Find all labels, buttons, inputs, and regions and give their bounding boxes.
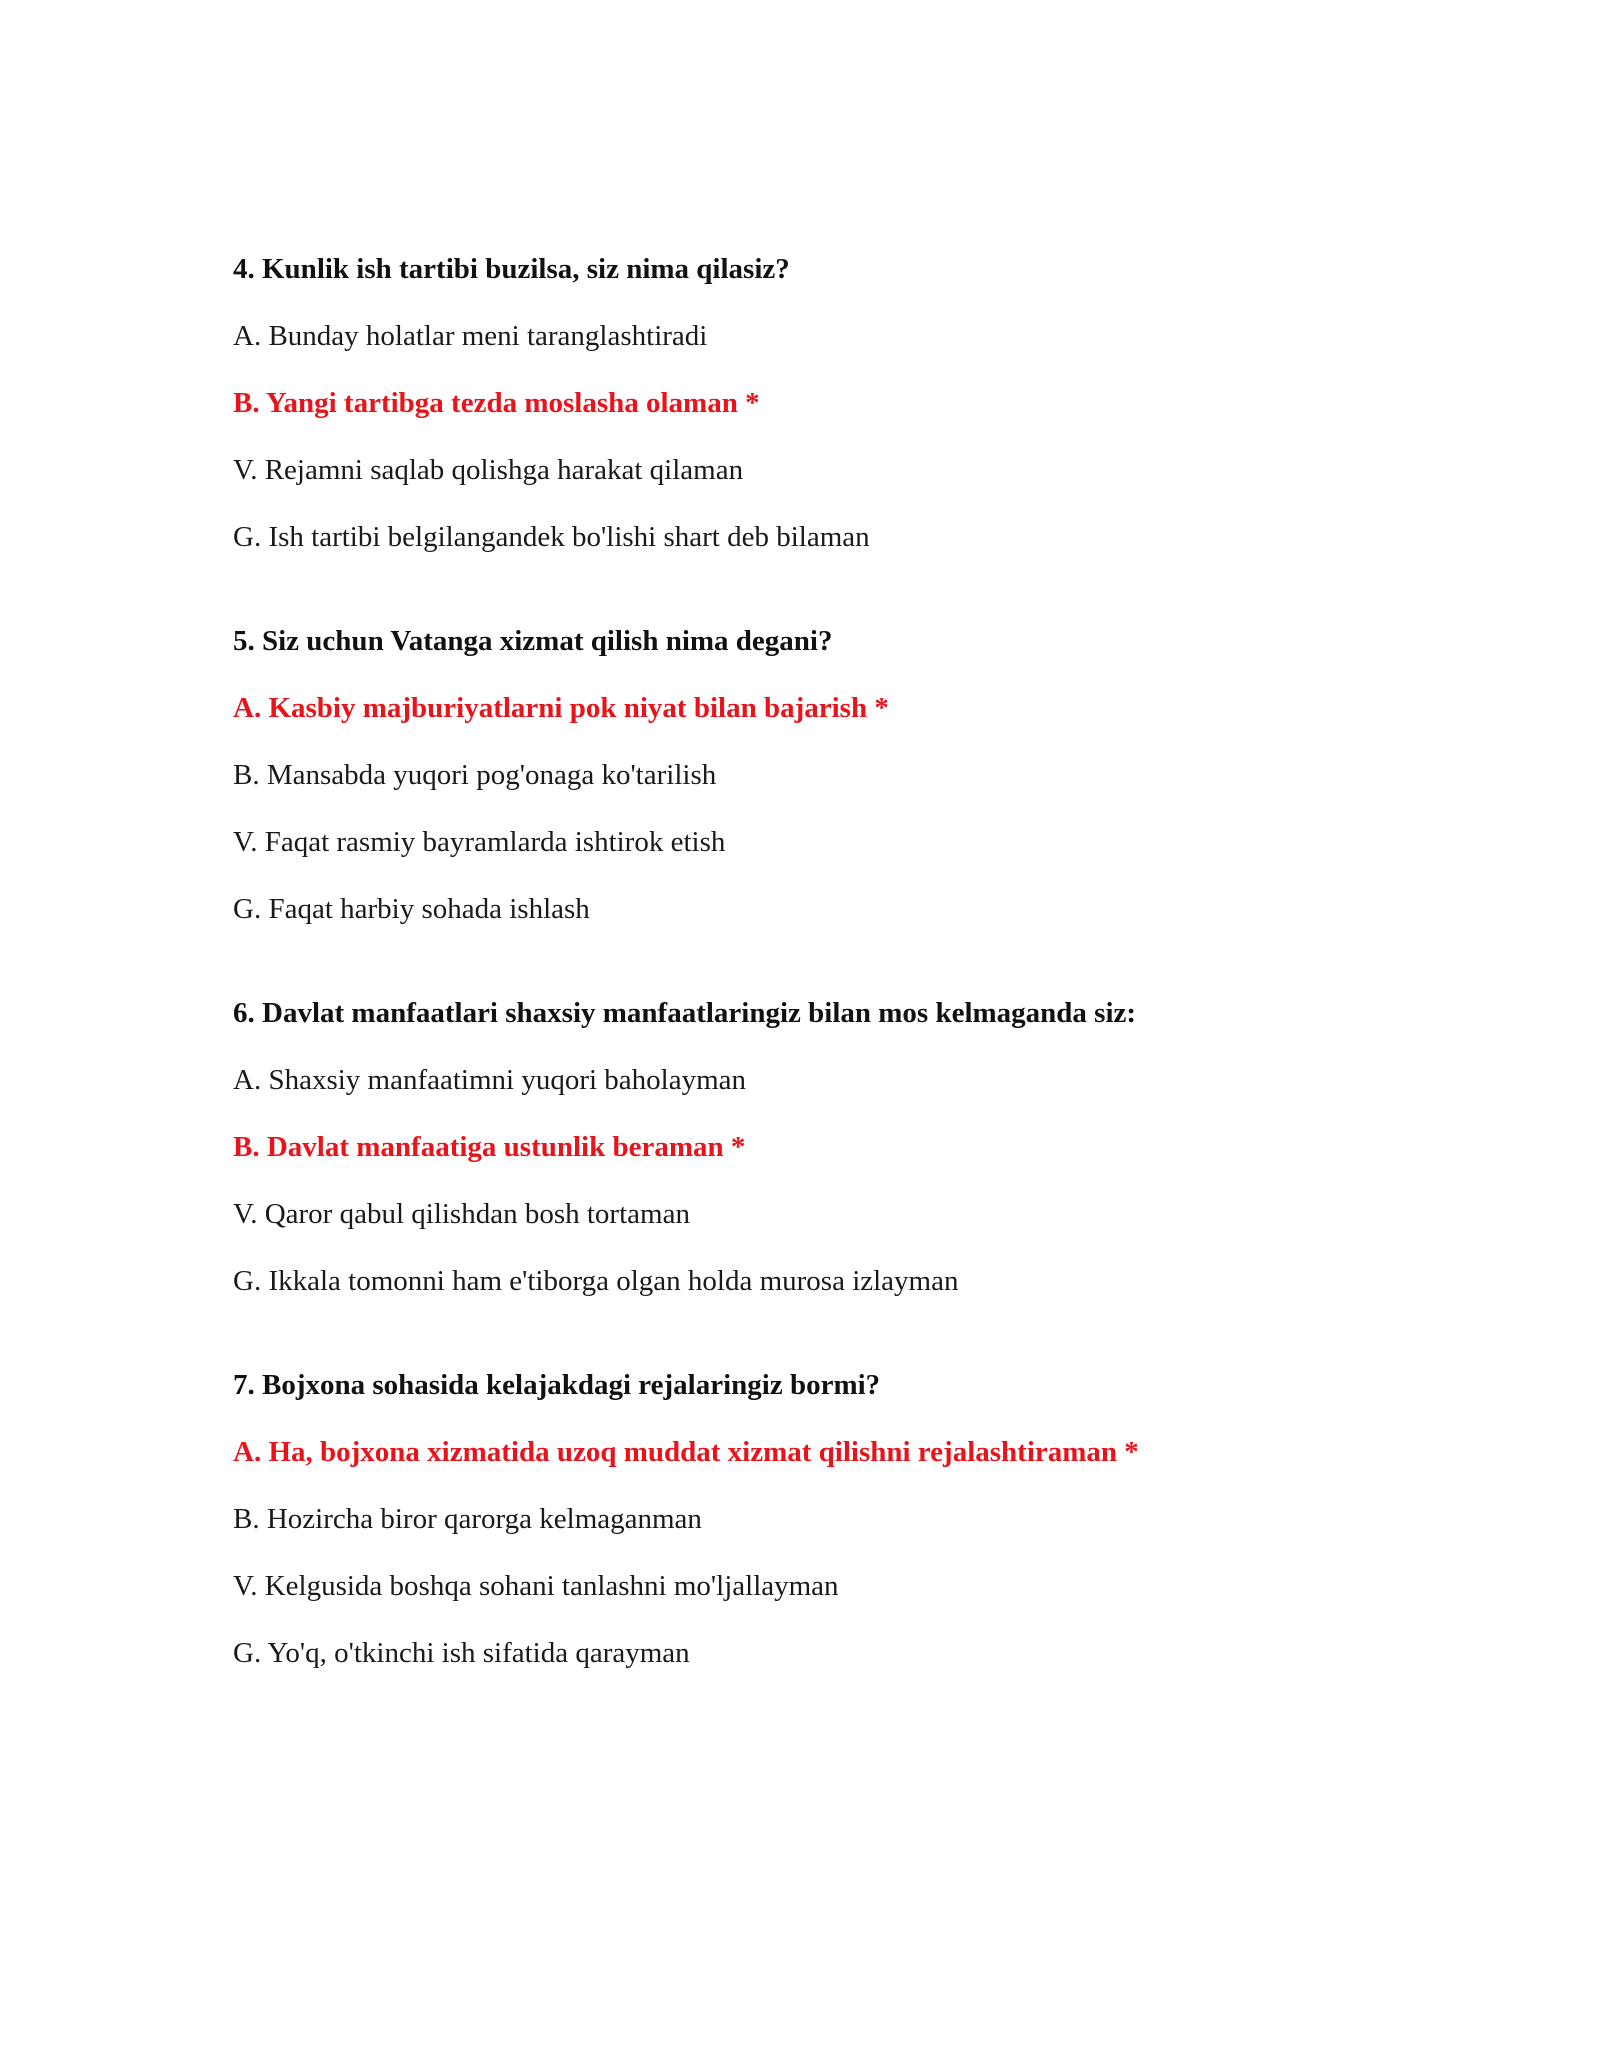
answer-option: G. Yo'q, o'tkinchi ish sifatida qarayman: [233, 1637, 690, 1669]
answer-option: A. Shaxsiy manfaatimni yuqori baholayman: [233, 1064, 747, 1096]
answer-option: V. Rejamni saqlab qolishga harakat qilaman: [233, 454, 744, 486]
answer-option: G. Ish tartibi belgilangandek bo'lishi shart deb bilaman: [233, 521, 870, 553]
question-title: 5. Siz uchun Vatanga xizmat qilish nima degani?: [233, 625, 833, 657]
question-title: 4. Kunlik ish tartibi buzilsa, siz nima qilasiz?: [233, 253, 790, 285]
question-block-6: [233, 994, 1433, 1300]
answer-option-correct: A. Ha, bojxona xizmatida uzoq muddat xizmat qilishni rejalashtiraman *: [233, 1436, 1139, 1468]
question-block-5: [233, 622, 1433, 928]
answer-option-correct: A. Kasbiy majburiyatlarni pok niyat bilan bajarish *: [233, 692, 889, 724]
answer-option: G. Faqat harbiy sohada ishlash: [233, 893, 590, 925]
question-block-4: [233, 250, 1433, 556]
answer-option: B. Hozircha biror qarorga kelmaganman: [233, 1503, 702, 1535]
answer-option-correct: B. Yangi tartibga tezda moslasha olaman *: [233, 387, 760, 419]
answer-option: A. Bunday holatlar meni taranglashtiradi: [233, 320, 708, 352]
answer-option: V. Faqat rasmiy bayramlarda ishtirok etish: [233, 826, 726, 858]
answer-option: G. Ikkala tomonni ham e'tiborga olgan holda murosa izlayman: [233, 1265, 959, 1297]
question-title: 7. Bojxona sohasida kelajakdagi rejalaringiz bormi?: [233, 1369, 881, 1401]
answer-option: B. Mansabda yuqori pog'onaga ko'tarilish: [233, 759, 717, 791]
answer-option-correct: B. Davlat manfaatiga ustunlik beraman *: [233, 1131, 746, 1163]
question-title: 6. Davlat manfaatlari shaxsiy manfaatlaringiz bilan mos kelmaganda siz:: [233, 997, 1137, 1029]
document-page: [233, 250, 1433, 1738]
answer-option: V. Qaror qabul qilishdan bosh tortaman: [233, 1198, 690, 1230]
answer-option: V. Kelgusida boshqa sohani tanlashni mo'ljallayman: [233, 1570, 839, 1602]
question-block-7: [233, 1366, 1433, 1672]
